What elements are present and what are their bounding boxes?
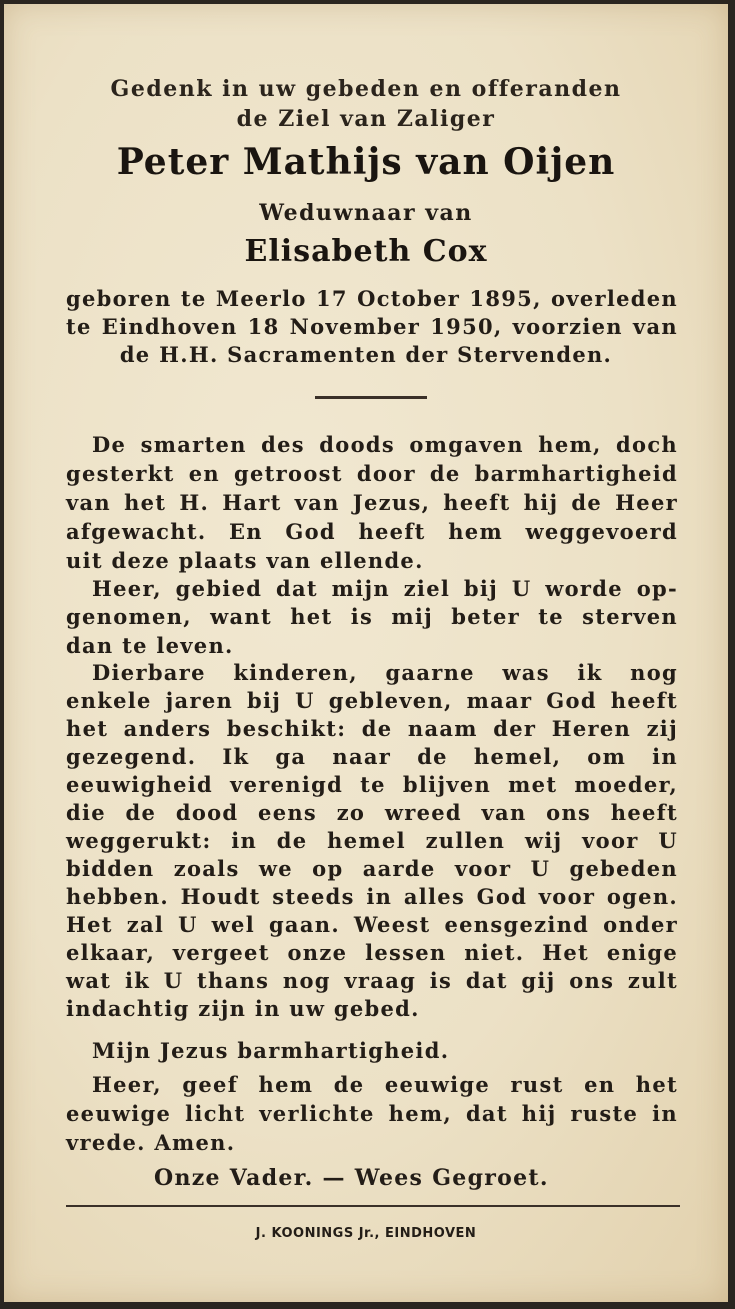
text-line-17: hebben. Houdt steeds in alles God voor ogen.	[66, 884, 678, 909]
text-line-6: Heer, gebied dat mijn ziel bij U worde op-	[92, 576, 678, 601]
text-line-4: afgewacht. En God heeft hem weggevoerd	[66, 519, 678, 544]
text-line-22: Mijn Jezus barmhartigheid.	[92, 1038, 450, 1063]
text-line-16: bidden zoals we op aarde voor U gebeden	[66, 856, 678, 881]
text-line-23: Heer, geef hem de eeuwige rust en het	[92, 1072, 678, 1097]
divider-long	[66, 1205, 680, 1207]
text-line-14: die de dood eens zo wreed van ons heeft	[66, 800, 678, 825]
text-line-20: wat ik U thans nog vraag is dat gij ons zult	[66, 968, 678, 993]
life-line-1: geboren te Meerlo 17 October 1895, overleden	[66, 286, 678, 311]
text-line-11: het anders beschikt: de naam der Heren zij	[66, 716, 678, 741]
text-line-7: genomen, want het is mij beter te sterven	[66, 604, 678, 629]
deceased-name: Peter Mathijs van Oijen	[116, 141, 616, 183]
text-line-25: vrede. Amen.	[66, 1130, 236, 1155]
intro-line-1: Gedenk in uw gebeden en offeranden	[110, 76, 622, 102]
spouse-name: Elisabeth Cox	[244, 234, 488, 269]
text-line-12: gezegend. Ik ga naar de hemel, om in	[66, 744, 678, 769]
text-line-9: Dierbare kinderen, gaarne was ik nog	[92, 660, 678, 685]
text-line-10: enkele jaren bij U gebleven, maar God heeft	[66, 688, 678, 713]
life-line-3: de H.H. Sacramenten der Stervenden.	[119, 342, 613, 367]
text-line-15: weggerukt: in de hemel zullen wij voor U	[66, 828, 678, 853]
text-line-18: Het zal U wel gaan. Weest eensgezind onder	[66, 912, 678, 937]
memorial-card	[4, 4, 728, 1302]
text-line-19: elkaar, vergeet onze lessen niet. Het enige	[66, 940, 678, 965]
text-line-5: uit deze plaats van ellende.	[66, 548, 424, 573]
divider-short	[315, 396, 427, 399]
printer-credit: J. KOONINGS Jr., EINDHOVEN	[255, 1226, 477, 1241]
text-line-13: eeuwigheid verenigd te blijven met moeder,	[66, 772, 678, 797]
intro-line-2: de Ziel van Zaliger	[236, 106, 496, 132]
relation-label: Weduwnaar van	[259, 200, 473, 226]
text-line-3: van het H. Hart van Jezus, heeft hij de Heer	[66, 490, 678, 515]
text-line-21: indachtig zijn in uw gebed.	[66, 996, 420, 1021]
text-line-1: De smarten des doods omgaven hem, doch	[92, 432, 678, 457]
text-line-8: dan te leven.	[66, 633, 234, 658]
closing-prayer: Onze Vader. — Wees Gegroet.	[154, 1165, 549, 1191]
life-line-2: te Eindhoven 18 November 1950, voorzien van	[66, 314, 678, 339]
text-line-24: eeuwige licht verlichte hem, dat hij ruste in	[66, 1101, 678, 1126]
text-line-2: gesterkt en getroost door de barmhartigheid	[66, 461, 678, 486]
